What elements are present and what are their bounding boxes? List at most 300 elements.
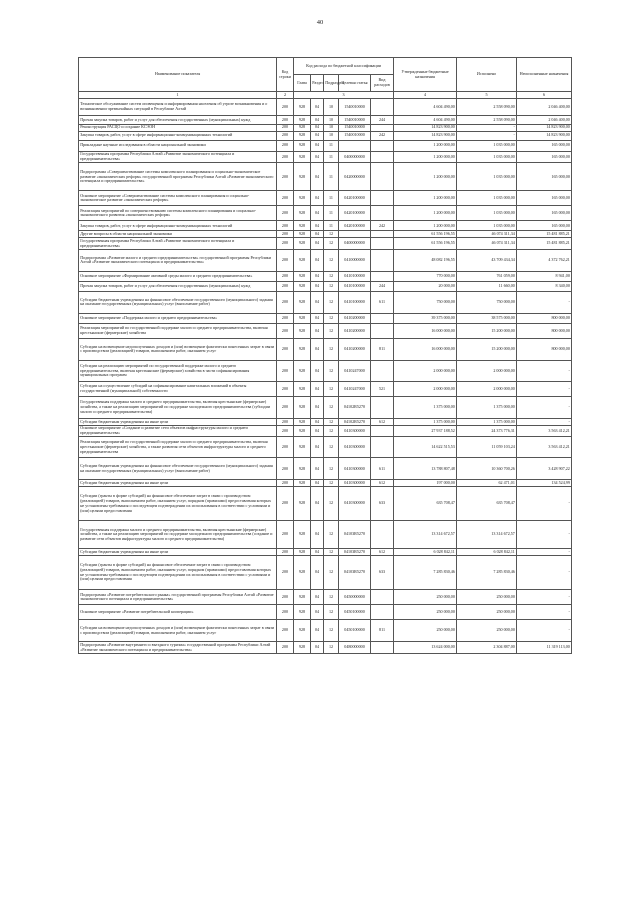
row-unexecuted: 165 000,00 [517,221,572,231]
row-executed: 250 000,00 [457,620,517,642]
row-expense-type [371,238,394,250]
row-target: 0420100000 [339,206,371,221]
row-unexecuted: 15 481 885,21 [517,231,572,238]
row-glava: 928 [294,480,311,487]
row-glava: 928 [294,191,311,206]
row-razdel: 04 [311,163,324,191]
row-code: 200 [277,151,294,163]
row-unexecuted: - [517,396,572,418]
table-row [79,140,572,151]
column-number: 5 [457,92,517,99]
row-glava: 928 [294,221,311,231]
row-razdel: 04 [311,458,324,480]
column-number: 6 [517,92,572,99]
row-podrazdel: 12 [324,425,339,437]
row-executed: 250 000,00 [457,590,517,605]
row-podrazdel: 12 [324,437,339,458]
table-row [79,605,572,620]
column-number: 1 [79,92,277,99]
row-unexecuted: 134 524,99 [517,480,572,487]
row-executed: - [457,124,517,131]
row-glava: 928 [294,140,311,151]
row-approved: 14 622 515,53 [394,437,457,458]
row-razdel: 04 [311,323,324,338]
table-row [79,437,572,458]
row-executed: 15 200 000,00 [457,338,517,360]
row-approved: 61 556 196,55 [394,238,457,250]
row-razdel: 04 [311,338,324,360]
table-row [79,360,572,381]
row-unexecuted: - [517,291,572,313]
row-unexecuted: 8 340,00 [517,281,572,291]
row-target: 0410000000 [339,249,371,271]
row-code: 200 [277,458,294,480]
row-approved: 197 000,00 [394,480,457,487]
row-code: 200 [277,605,294,620]
row-executed: 1 035 000,00 [457,221,517,231]
row-unexecuted: - [517,418,572,425]
header-glava: Глава [294,75,311,92]
row-glava: 928 [294,98,311,115]
row-executed: 11 660,00 [457,281,517,291]
row-target [339,140,371,151]
row-approved: 1 375 000,00 [394,418,457,425]
row-podrazdel: 12 [324,556,339,590]
row-glava: 928 [294,131,311,140]
row-glava: 928 [294,115,311,124]
row-expense-type: 612 [371,418,394,425]
row-unexecuted: 165 000,00 [517,163,572,191]
row-unexecuted: 11 319 113,00 [517,642,572,654]
row-approved: 635 708,47 [394,487,457,521]
row-razdel: 04 [311,98,324,115]
row-name: Прикладные научные исследования в области национальной экономики [79,140,277,151]
row-name: Реализация мероприятий по совершенствованию системы комплексного планирования и социально-экономического развития «экономических реформ» [79,206,277,221]
row-glava: 928 [294,458,311,480]
header-name: Наименование показателя [79,58,277,92]
row-expense-type: 242 [371,131,394,140]
row-name: Субсидии бюджетным учреждениям на иные цели [79,549,277,556]
table-row [79,480,572,487]
row-podrazdel: 12 [324,281,339,291]
row-expense-type [371,206,394,221]
table-row [79,418,572,425]
row-podrazdel: 12 [324,605,339,620]
row-unexecuted: 165 000,00 [517,151,572,163]
table-row [79,313,572,323]
row-glava: 928 [294,620,311,642]
table-header [79,58,572,99]
row-glava: 928 [294,549,311,556]
row-expense-type [371,163,394,191]
row-glava: 928 [294,590,311,605]
row-target: 0420000000 [339,163,371,191]
row-target: 0400000000 [339,151,371,163]
row-unexecuted: 800 000,00 [517,338,572,360]
row-target: 0410100000 [339,291,371,313]
row-unexecuted: 800 000,00 [517,323,572,338]
row-glava: 928 [294,163,311,191]
table-row [79,396,572,418]
row-target: 04102R5270 [339,418,371,425]
table-row [79,281,572,291]
row-code: 200 [277,313,294,323]
row-razdel: 04 [311,151,324,163]
row-name: Государственная поддержка малого и среднего предпринимательства, включая крестьянские (фермерские) хозяйства, а также на реализацию мероприятий по поддержке молодежного предпринимательства (субсидии малого и среднего предпринимательства) [79,396,277,418]
row-razdel: 04 [311,396,324,418]
row-podrazdel: 11 [324,151,339,163]
row-unexecuted: - [517,590,572,605]
row-name: Подпрограмма «Развитие потребительского рынка» государственной программы Республики Алтай «Развитие экономического потенциала и предпринимательства» [79,590,277,605]
row-expense-type [371,396,394,418]
row-unexecuted: 2 046 400,00 [517,98,572,115]
row-approved: 250 000,00 [394,620,457,642]
row-expense-type [371,98,394,115]
row-executed: 46 074 311,34 [457,231,517,238]
row-podrazdel: 12 [324,323,339,338]
row-code: 200 [277,437,294,458]
row-podrazdel: 11 [324,140,339,151]
row-code: 200 [277,381,294,396]
row-executed: 1 035 000,00 [457,206,517,221]
row-executed: 2 558 090,00 [457,115,517,124]
row-glava: 928 [294,642,311,654]
row-approved: 4 604 490,00 [394,98,457,115]
row-target: 0410300000 [339,487,371,521]
row-podrazdel: 12 [324,238,339,250]
row-podrazdel: 10 [324,124,339,131]
row-glava: 928 [294,124,311,131]
row-executed: 24 373 776,31 [457,425,517,437]
row-executed: 43 709 434,34 [457,249,517,271]
row-name: Субсидии (гранты в форме субсидий) на финансовое обеспечение затрат в связи с производством (реализацией) товаров, выполнением работ, оказанием услуг, порядком (правилами) предоставления которых не установлены требования о последующем подтверждении их использования в соответствии с условиями и (или) целями предоставления [79,487,277,521]
row-target: 1540010000 [339,98,371,115]
row-expense-type [371,323,394,338]
row-glava: 928 [294,151,311,163]
row-glava: 928 [294,313,311,323]
row-executed: - [457,131,517,140]
row-approved: 6 028 842,11 [394,549,457,556]
row-approved: 39 375 000,00 [394,313,457,323]
row-name: Субсидии на возмещение недополученных доходов и (или) возмещение фактически понесенных затрат в связи с производством (реализацией) товаров, выполнением работ, оказанием услуг [79,620,277,642]
table-row [79,458,572,480]
table-row [79,425,572,437]
row-unexecuted: - [517,487,572,521]
row-approved: 48 082 196,55 [394,249,457,271]
row-razdel: 04 [311,131,324,140]
row-razdel: 04 [311,249,324,271]
row-glava: 928 [294,238,311,250]
row-target: 0410200000 [339,323,371,338]
row-name: Прочая закупка товаров, работ и услуг для обеспечения государственных (муниципальных) нужд [79,281,277,291]
row-expense-type [371,521,394,549]
row-name: Закупка товаров, работ, услуг в сфере информационно-коммуникационных технологий [79,221,277,231]
row-razdel: 04 [311,360,324,381]
row-target: 0410247000 [339,360,371,381]
row-target: 0410100000 [339,281,371,291]
row-name: Основное мероприятие «Развитие потребительской кооперации» [79,605,277,620]
row-code: 200 [277,131,294,140]
row-unexecuted: 14 823 900,00 [517,124,572,131]
row-code: 200 [277,271,294,281]
row-approved: 16 000 000,00 [394,338,457,360]
row-executed: 7 285 830,46 [457,556,517,590]
row-name: Субсидии бюджетным учреждениям на иные цели [79,480,277,487]
row-executed: 635 708,47 [457,487,517,521]
table-row [79,124,572,131]
row-target [339,231,371,238]
row-razdel: 04 [311,418,324,425]
row-expense-type: 811 [371,338,394,360]
row-target: 1540010000 [339,115,371,124]
row-expense-type: 244 [371,281,394,291]
row-approved: 1 200 000,00 [394,206,457,221]
table-row [79,151,572,163]
row-unexecuted: - [517,521,572,549]
row-target: 1540010000 [339,131,371,140]
row-approved: 13 624 000,00 [394,642,457,654]
row-razdel: 04 [311,313,324,323]
row-unexecuted: 8 941,00 [517,271,572,281]
row-razdel: 04 [311,556,324,590]
header-approved: Утвержденные бюджетные назначения [394,58,457,92]
row-approved: 1 200 000,00 [394,221,457,231]
row-expense-type [371,313,394,323]
row-target: 0410300000 [339,458,371,480]
row-unexecuted: 165 000,00 [517,206,572,221]
table-row [79,221,572,231]
row-razdel: 04 [311,115,324,124]
row-razdel: 04 [311,124,324,131]
row-approved: 1 200 000,00 [394,163,457,191]
row-razdel: 04 [311,238,324,250]
table-row [79,338,572,360]
row-podrazdel: 11 [324,221,339,231]
row-executed: 2 558 090,00 [457,98,517,115]
row-podrazdel: 12 [324,271,339,281]
row-code: 200 [277,418,294,425]
row-target: 0450100000 [339,605,371,620]
row-podrazdel: 10 [324,98,339,115]
row-target: 04103R5270 [339,549,371,556]
table-row [79,249,572,271]
row-executed: 761 059,00 [457,271,517,281]
row-name: Закупка товаров, работ, услуг в сфере информационно-коммуникационных технологий [79,131,277,140]
row-podrazdel: 11 [324,191,339,206]
row-glava: 928 [294,231,311,238]
row-name: Подпрограмма «Развитие малого и среднего предпринимательства» государственной программы Республики Алтай «Развитие экономического потенциала и предпринимательства» [79,249,277,271]
row-executed: 15 200 000,00 [457,323,517,338]
row-unexecuted: 15 481 885,21 [517,238,572,250]
row-razdel: 04 [311,620,324,642]
row-expense-type: 612 [371,549,394,556]
budget-execution-table [78,57,572,654]
row-approved: 14 823 900,00 [394,124,457,131]
row-glava: 928 [294,437,311,458]
row-expense-type [371,590,394,605]
row-podrazdel: 12 [324,338,339,360]
row-podrazdel: 10 [324,131,339,140]
row-podrazdel: 12 [324,487,339,521]
row-executed: 2 304 887,00 [457,642,517,654]
column-number: 4 [394,92,457,99]
row-podrazdel: 12 [324,642,339,654]
row-glava: 928 [294,281,311,291]
row-name: Реализация мероприятий по государственной поддержке малого и среднего предпринимательства, включая крестьянские (фермерские) хозяйства, а также развития сети объектов инфраструктуры малого и среднего предпринимательства [79,437,277,458]
row-name: Субсидии бюджетным учреждениям на финансовое обеспечение государственного (муниципального) задания на оказание государственных (муниципальных) услуг (выполнение работ) [79,458,277,480]
row-target: 1540010000 [339,124,371,131]
table-row [79,291,572,313]
table-row [79,521,572,549]
row-approved: 13 788 807,48 [394,458,457,480]
row-target: 0400000000 [339,238,371,250]
row-executed: 1 375 000,00 [457,418,517,425]
column-number: 3 [294,92,394,99]
table-row [79,590,572,605]
table-row [79,238,572,250]
row-approved: 2 000 000,00 [394,360,457,381]
row-executed: 1 035 000,00 [457,191,517,206]
header-podrazdel: Подраздел [324,75,339,92]
row-podrazdel: 10 [324,115,339,124]
row-unexecuted: 3 563 412,21 [517,425,572,437]
row-expense-type [371,231,394,238]
row-podrazdel: 12 [324,418,339,425]
row-razdel: 04 [311,381,324,396]
row-glava: 928 [294,271,311,281]
page-number: 40 [316,19,324,26]
header-unexecuted: Неисполненные назначения [517,58,572,92]
row-code: 200 [277,360,294,381]
row-podrazdel: 12 [324,458,339,480]
row-executed: 46 074 311,34 [457,238,517,250]
row-expense-type [371,605,394,620]
row-glava: 928 [294,556,311,590]
row-razdel: 04 [311,605,324,620]
row-razdel: 04 [311,521,324,549]
row-executed: 1 035 000,00 [457,151,517,163]
header-executed: Исполнено [457,58,517,92]
row-podrazdel: 12 [324,549,339,556]
row-executed: 750 000,00 [457,291,517,313]
row-approved: 7 285 830,46 [394,556,457,590]
row-code: 200 [277,487,294,521]
row-unexecuted: 165 000,00 [517,140,572,151]
row-approved: 770 000,00 [394,271,457,281]
row-executed: 2 000 000,00 [457,360,517,381]
row-glava: 928 [294,425,311,437]
row-razdel: 04 [311,271,324,281]
table-row [79,381,572,396]
row-name: Реконструкция РАСЦО и создание КСЭОН [79,124,277,131]
row-code: 200 [277,163,294,191]
row-approved: 1 200 000,00 [394,151,457,163]
row-expense-type [371,360,394,381]
row-name: Основное мероприятие «Формирование активной среды малого и среднего предпринимательства» [79,271,277,281]
row-podrazdel: 12 [324,291,339,313]
row-target: 0410200000 [339,338,371,360]
row-name: Государственная программа Республики Алтай «Развитие экономического потенциала и предпринимательства» [79,238,277,250]
header-target: Целевая статья [339,75,371,92]
row-target: 0410300000 [339,480,371,487]
row-code: 200 [277,521,294,549]
row-name: Субсидии на возмещение недополученных доходов и (или) возмещение фактически понесенных затрат в связи с производством (реализацией) товаров, выполнением работ, оказанием услуг [79,338,277,360]
row-expense-type: 811 [371,620,394,642]
row-unexecuted: 3 563 412,21 [517,437,572,458]
row-approved: 27 937 188,52 [394,425,457,437]
row-executed: 1 035 000,00 [457,140,517,151]
row-razdel: 04 [311,221,324,231]
row-executed: 13 314 672,57 [457,521,517,549]
row-name: Подпрограмма «Развитие внутреннего и въездного туризма» государственной программы Республики Алтай «Развитие экономического потенциала и предпринимательства» [79,642,277,654]
row-code: 200 [277,115,294,124]
row-razdel: 04 [311,140,324,151]
row-code: 200 [277,281,294,291]
row-code: 200 [277,291,294,313]
column-number: 2 [277,92,294,99]
header-budget-classification: Код расхода по бюджетной классификации [294,58,394,75]
row-razdel: 04 [311,206,324,221]
row-name: Основное мероприятие «Совершенствование системы комплексного планирования и социально-экономическое развитие «экономических реформ» [79,191,277,206]
row-unexecuted: 2 046 400,00 [517,115,572,124]
row-executed: 62 471,01 [457,480,517,487]
row-target: 0410200000 [339,313,371,323]
row-approved: 14 823 900,00 [394,131,457,140]
row-razdel: 04 [311,487,324,521]
row-unexecuted: - [517,549,572,556]
row-target: 0450100000 [339,620,371,642]
row-podrazdel: 12 [324,381,339,396]
row-approved: 2 000 000,00 [394,381,457,396]
row-code: 200 [277,549,294,556]
row-target: 0480000000 [339,642,371,654]
row-code: 200 [277,206,294,221]
row-glava: 928 [294,360,311,381]
row-razdel: 04 [311,291,324,313]
row-code: 200 [277,323,294,338]
row-glava: 928 [294,605,311,620]
row-expense-type: 242 [371,221,394,231]
row-approved: 4 604 490,00 [394,115,457,124]
row-name: Субсидии на осуществление субсидий на софинансирование капитальных вложений в объекты государственной (муниципальной) собственности [79,381,277,396]
row-razdel: 04 [311,437,324,458]
row-approved: 61 556 196,55 [394,231,457,238]
row-expense-type: 244 [371,115,394,124]
table-row [79,487,572,521]
table-row [79,231,572,238]
table-row [79,271,572,281]
table-row [79,549,572,556]
row-razdel: 04 [311,231,324,238]
row-unexecuted: 800 000,00 [517,313,572,323]
row-name: Государственная поддержка малого и среднего предпринимательства, включая крестьянские (фермерские) хозяйства, а также на реализацию мероприятий по поддержке молодежного предпринимательства (создание и развитие сети объектов инфраструктуры малого и среднего предпринимательства) [79,521,277,549]
table-row [79,98,572,115]
row-unexecuted: 14 823 900,00 [517,131,572,140]
row-name: Государственная программа Республики Алтай «Развитие экономического потенциала и предпринимательства» [79,151,277,163]
row-razdel: 04 [311,191,324,206]
row-unexecuted: 165 000,00 [517,191,572,206]
table-row [79,323,572,338]
row-code: 200 [277,620,294,642]
row-executed: 1 375 000,00 [457,396,517,418]
header-razdel: Раздел [311,75,324,92]
row-expense-type: 611 [371,458,394,480]
row-name: Другие вопросы в области национальной экономики [79,231,277,238]
row-name: Реализация мероприятий по государственной поддержке малого и среднего предпринимательства, включая крестьянские (фермерские) хозяйства [79,323,277,338]
table-row [79,620,572,642]
table-row [79,556,572,590]
row-executed: 10 360 700,26 [457,458,517,480]
